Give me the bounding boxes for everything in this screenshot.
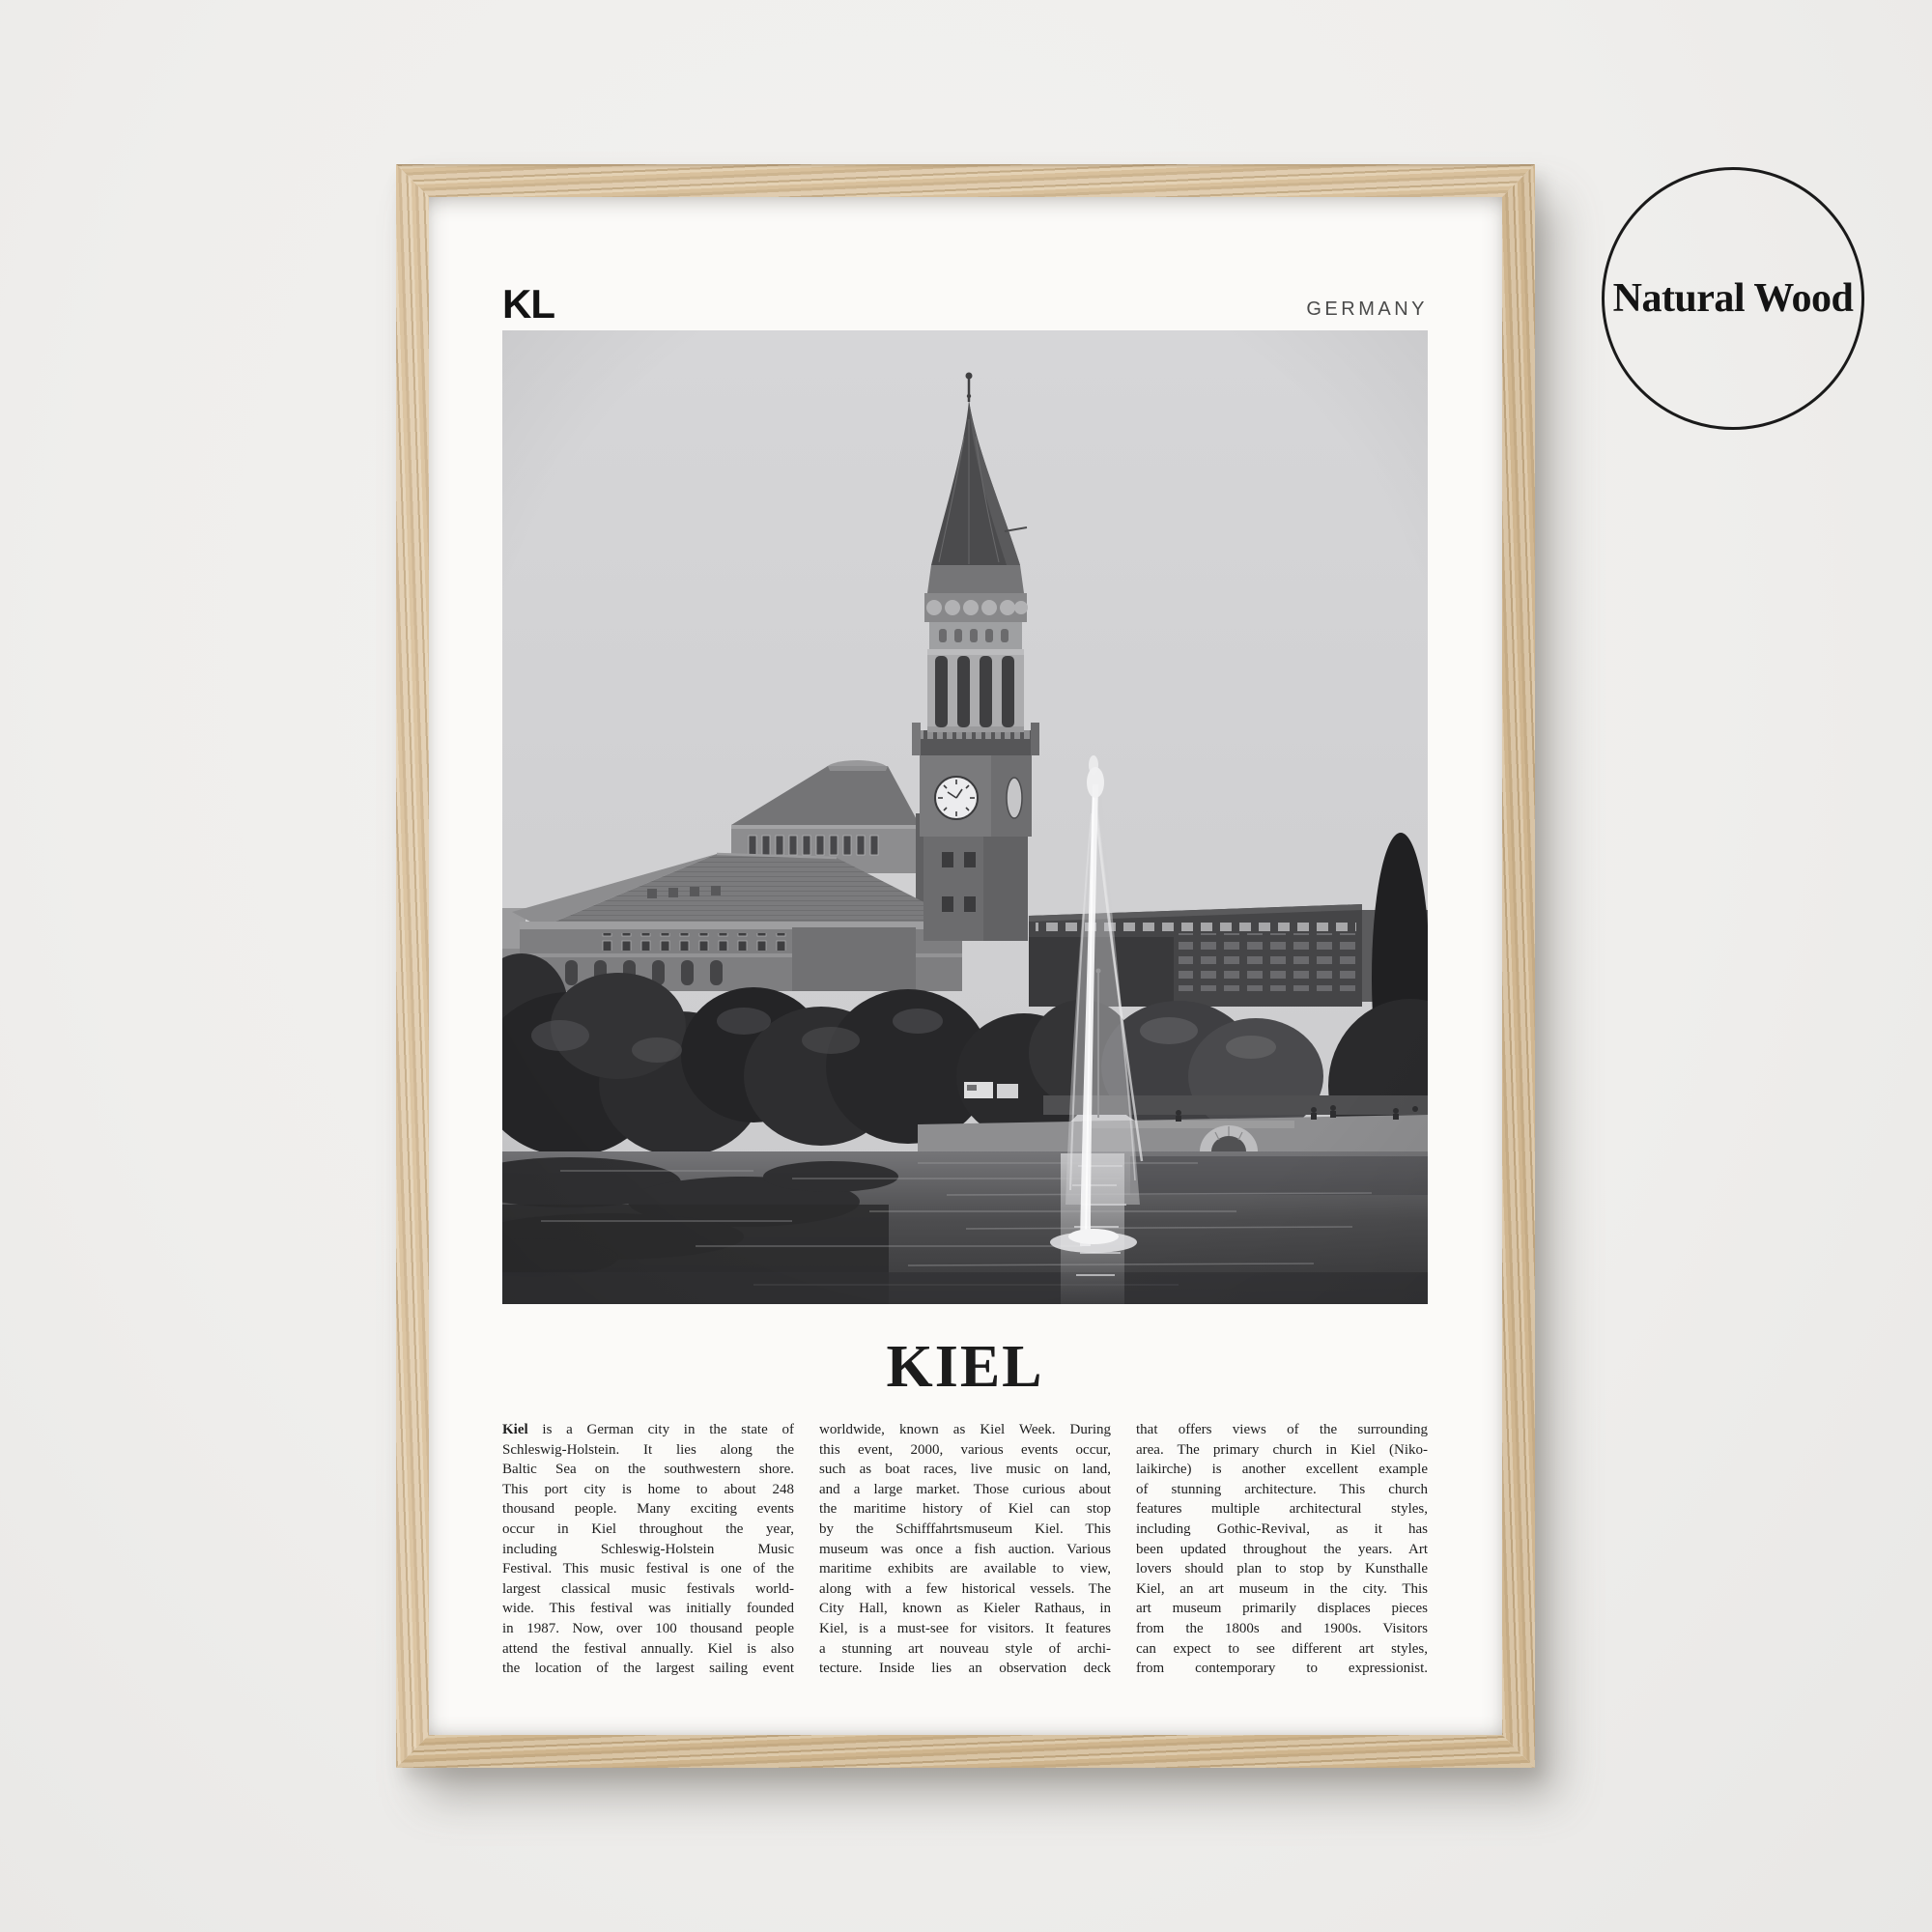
body-line: including Schleswig-Holstein Music <box>502 1541 794 1557</box>
body-line: Schleswig-Holstein. It lies along the <box>502 1441 794 1458</box>
picture-frame <box>396 164 1535 1768</box>
body-line: thousand people. Many exciting events <box>502 1501 794 1518</box>
body-line: occur in Kiel throughout the year, <box>502 1520 794 1537</box>
body-line: Kiel is a German city in the state of <box>502 1422 794 1437</box>
body-line: in 1987. Now, over 100 thousand people <box>502 1620 794 1636</box>
body-line: including Gothic-Revival, as it has <box>1136 1520 1428 1537</box>
body-line: largest classical music festivals world- <box>502 1580 794 1597</box>
body-line: Kiel, an art museum in the city. This <box>1136 1580 1428 1597</box>
body-column-2-lines <box>819 1420 1111 1679</box>
body-line: Baltic Sea on the southwestern shore. <box>502 1462 794 1478</box>
poster-abbreviation: KL <box>502 281 554 327</box>
frame-bar-bottom <box>396 1735 1535 1768</box>
body-line: that offers views of the surrounding <box>1136 1422 1428 1437</box>
body-line: wide. This festival was initially founded <box>502 1601 794 1617</box>
body-line: such as boat races, live music on land, <box>819 1462 1111 1478</box>
frame-bar-top <box>396 164 1535 197</box>
body-line: from contemporary to expressionist. <box>1136 1661 1428 1677</box>
body-column-3 <box>1136 1420 1428 1679</box>
body-column-1-lines <box>502 1440 794 1679</box>
body-line: Festival. This music festival is one of the <box>502 1561 794 1577</box>
body-line: this event, 2000, various events occur, <box>819 1441 1111 1458</box>
body-line: been updated throughout the years. Art <box>1136 1541 1428 1557</box>
body-column-2 <box>819 1420 1111 1679</box>
kiel-photo <box>502 330 1428 1304</box>
frame-bar-left <box>396 164 429 1768</box>
lead-word: Kiel <box>502 1422 528 1437</box>
body-line: Kiel, is a must-see for visitors. It features <box>819 1620 1111 1636</box>
body-line: worldwide, known as Kiel Week. During <box>819 1422 1111 1437</box>
frame-bar-right <box>1502 164 1535 1768</box>
body-columns <box>502 1420 1428 1679</box>
body-line: City Hall, known as Kieler Rathaus, in <box>819 1601 1111 1617</box>
body-line: lovers should plan to stop by Kunsthalle <box>1136 1561 1428 1577</box>
body-line: the maritime history of Kiel can stop <box>819 1501 1111 1518</box>
body-line: can expect to see different art styles, <box>1136 1640 1428 1657</box>
poster-title: KIEL <box>886 1334 1044 1400</box>
body-line: of stunning architecture. This church <box>1136 1481 1428 1497</box>
body-column-3-lines <box>1136 1420 1428 1679</box>
body-line: museum was once a fish auction. Various <box>819 1541 1111 1557</box>
body-line: the location of the largest sailing event <box>502 1661 794 1677</box>
body-line: along with a few historical vessels. The <box>819 1580 1111 1597</box>
poster-country-label: GERMANY <box>1306 298 1428 320</box>
body-line: by the Schifffahrtsmuseum Kiel. This <box>819 1520 1111 1537</box>
body-line: This port city is home to about 248 <box>502 1481 794 1497</box>
body-line: art museum primarily displaces pieces <box>1136 1601 1428 1617</box>
body-line: a stunning art nouveau style of archi- <box>819 1640 1111 1657</box>
poster <box>429 197 1502 1735</box>
body-line: laikirche) is another excellent example <box>1136 1462 1428 1478</box>
body-line: tecture. Inside lies an observation deck <box>819 1661 1111 1677</box>
body-line: maritime exhibits are available to view, <box>819 1561 1111 1577</box>
body-line: attend the festival annually. Kiel is also <box>502 1640 794 1657</box>
body-line: area. The primary church in Kiel (Niko- <box>1136 1441 1428 1458</box>
badge-label: Natural Wood <box>1612 276 1854 321</box>
body-line: and a large market. Those curious about <box>819 1481 1111 1497</box>
natural-wood-badge <box>1602 167 1864 430</box>
body-line: features multiple architectural styles, <box>1136 1501 1428 1518</box>
body-column-1 <box>502 1420 794 1679</box>
body-line: from the 1800s and 1900s. Visitors <box>1136 1620 1428 1636</box>
